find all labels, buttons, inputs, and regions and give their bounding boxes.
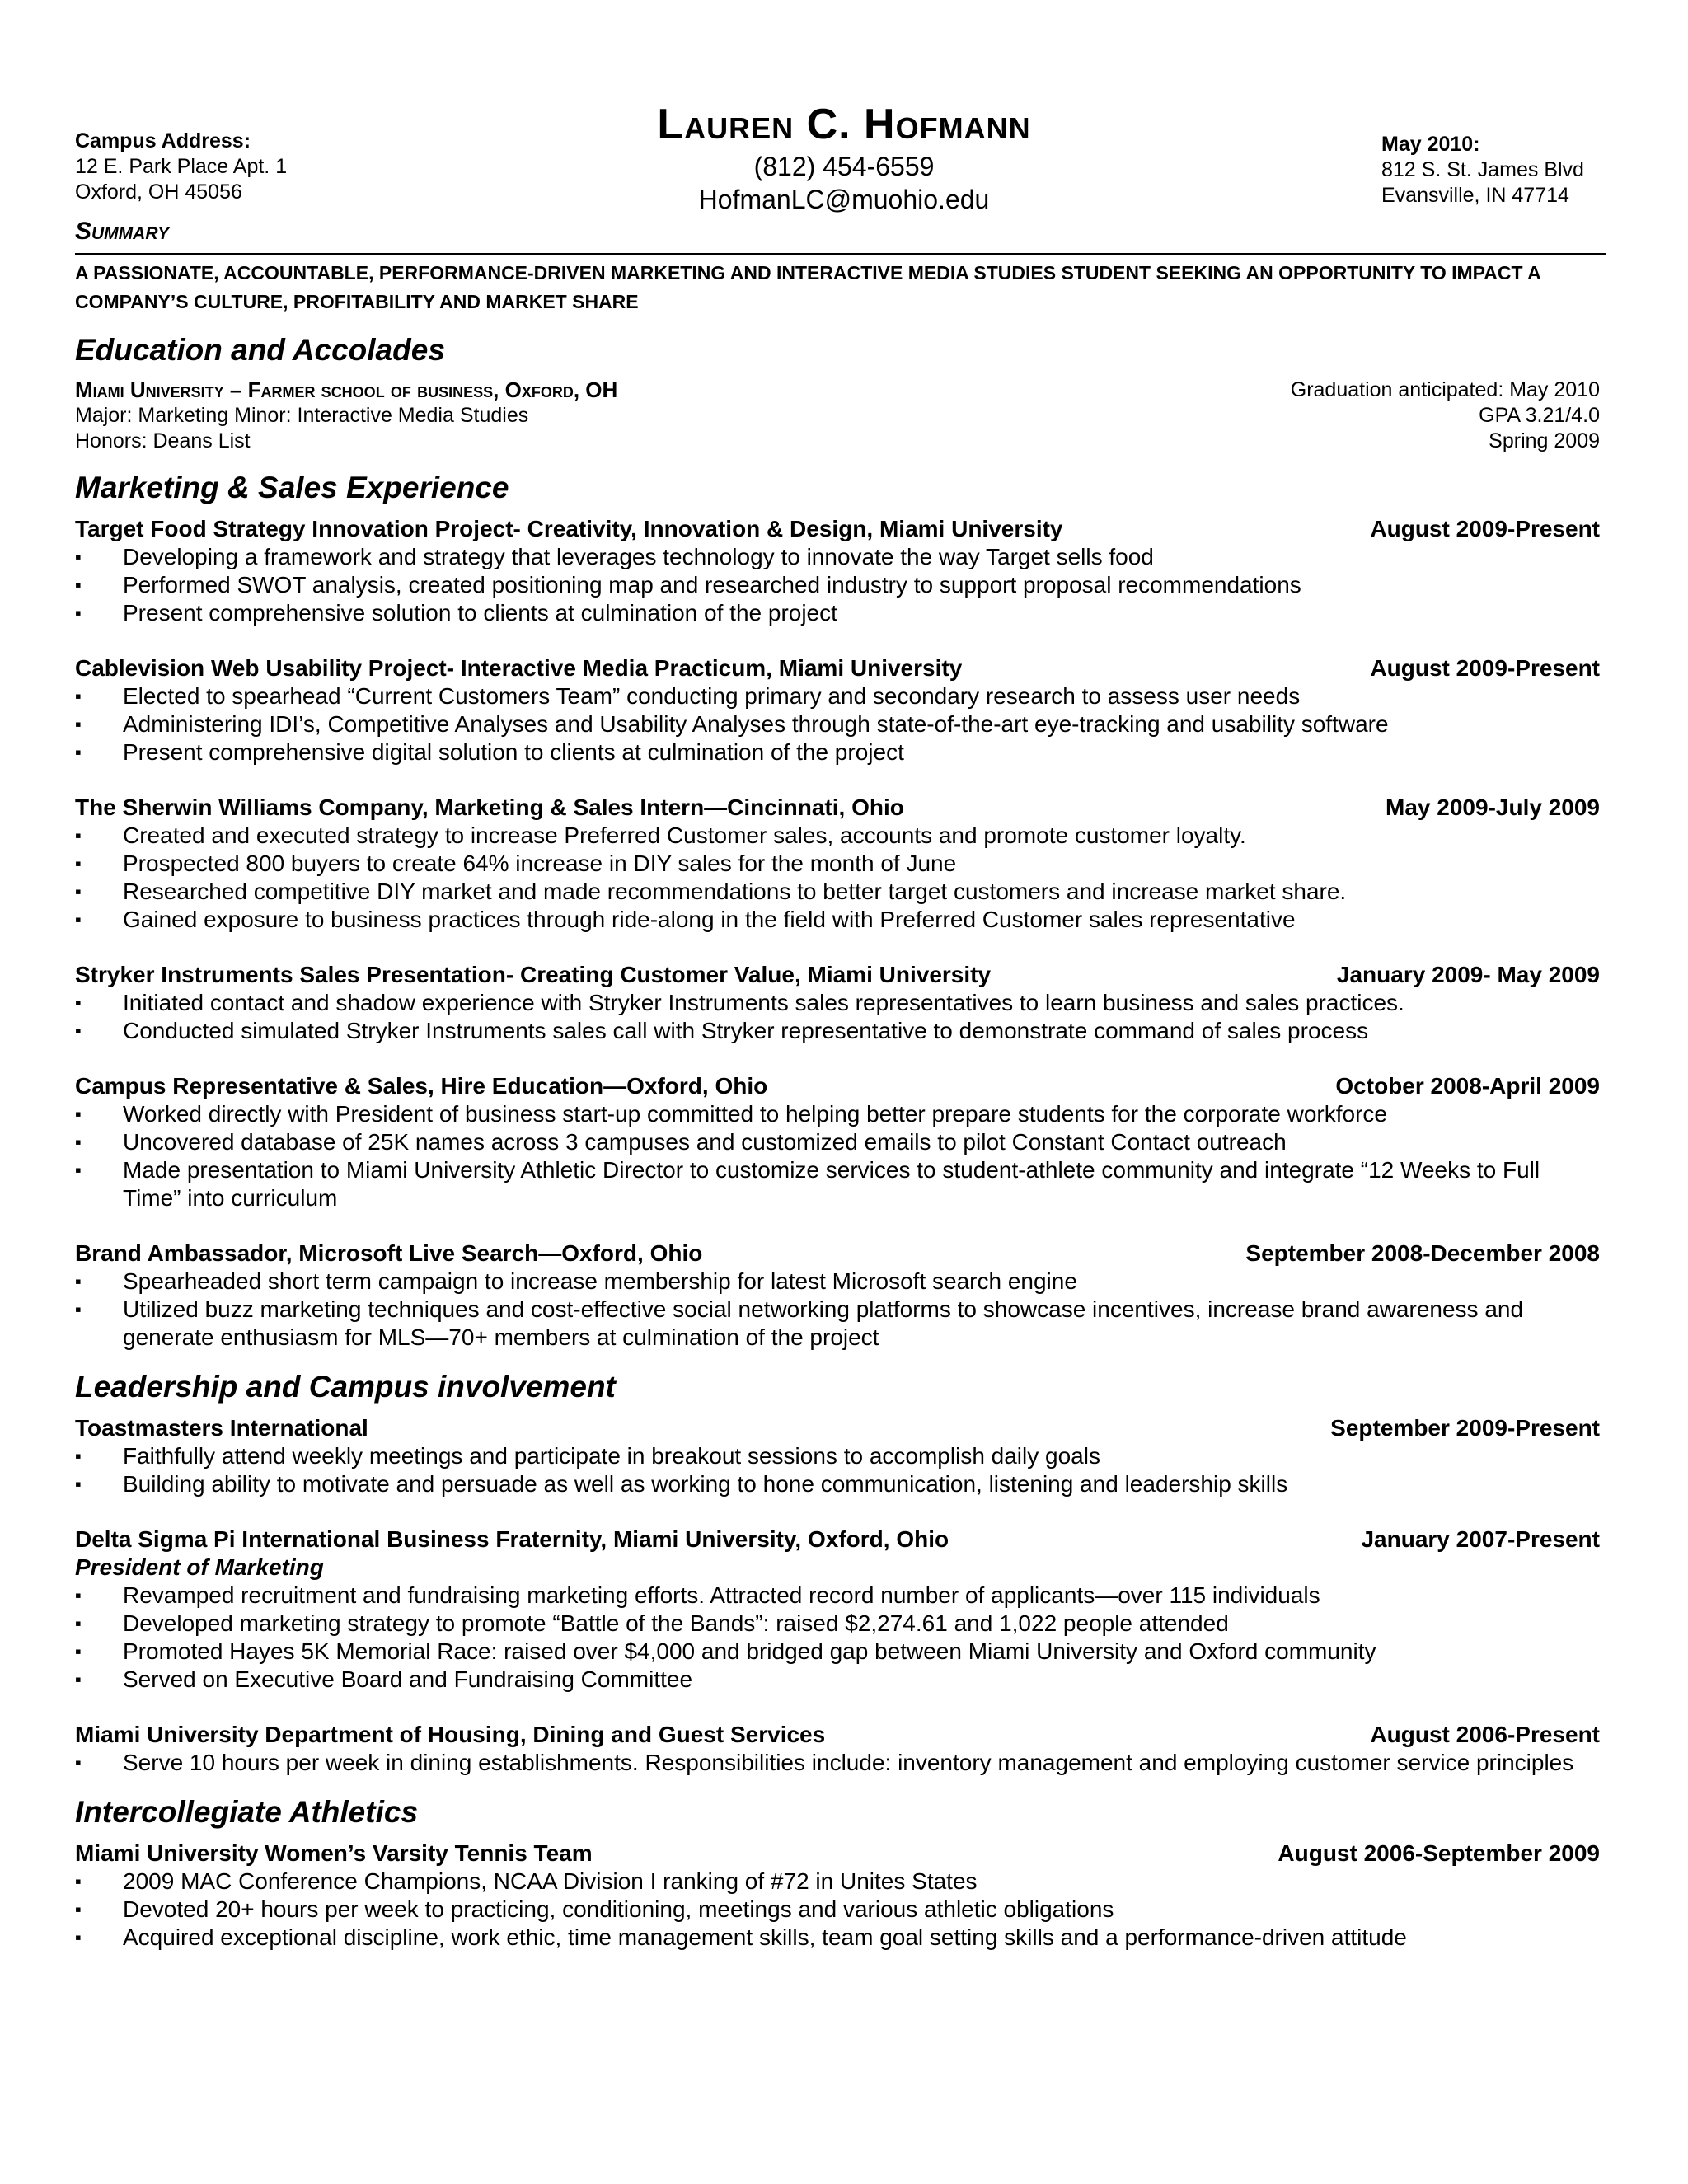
home-address-line1: 812 S. St. James Blvd [1381,158,1584,181]
bullet-list [75,1100,1600,1212]
education-section [75,331,1600,454]
bullet-list [75,543,1600,627]
experience-entry [75,515,1600,627]
entry-date: May 2009-July 2009 [1386,794,1600,820]
section-heading: Intercollegiate Athletics [75,1795,419,1829]
entry-date: August 2006-Present [1370,1722,1600,1747]
bullet-item: ▪ Present comprehensive digital solution to clients at culmination of the project [75,738,1600,766]
bullet-list [75,682,1600,766]
experience-section [75,1368,1600,1777]
bullet-item: ▪ Developed marketing strategy to promote “Battle of the Bands”: raised $2,274.61 and 1,022 people attended [75,1610,1600,1638]
bullet-item: ▪ Utilized buzz marketing techniques and cost-effective social networking platforms to showcase incentives, increase brand awareness and generate enthusiasm for MLS—70+ members at culmination of the project [75,1296,1600,1352]
experience-section [75,469,1600,1352]
entry-header [75,1240,1600,1268]
section-heading: Marketing & Sales Experience [75,471,509,504]
experience-entry [75,1072,1600,1212]
bullet-list [75,1442,1600,1498]
entry-role: President of Marketing [75,1554,324,1580]
resume-header [0,99,1688,231]
experience-entry [75,1840,1600,1952]
bullet-item: ▪ Uncovered database of 25K names across 3 campuses and customized emails to pilot Constant Contact outreach [75,1128,1600,1156]
phone-number: (812) 454-6559 [753,152,935,181]
entry-header [75,1721,1600,1749]
entry-date: January 2009- May 2009 [1336,962,1600,987]
gpa: GPA 3.21/4.0 [1479,404,1600,427]
bullet-item: ▪ Performed SWOT analysis, created positioning map and researched industry to support proposal recommendations [75,571,1600,599]
bullet-item: ▪ Devoted 20+ hours per week to practicing, conditioning, meetings and various athletic obligations [75,1896,1600,1924]
bullet-list [75,989,1600,1045]
entry-organization: Brand Ambassador, Microsoft Live Search—Oxford, Ohio [75,1240,703,1266]
campus-address-label: Campus Address: [75,129,251,152]
bullet-item: ▪ Revamped recruitment and fundraising marketing efforts. Attracted record number of applicants—over 115 individuals [75,1582,1600,1610]
experience-entry [75,961,1600,1045]
experience-entry [75,794,1600,934]
entry-date: August 2009-Present [1370,516,1600,541]
bullet-item: ▪ Administering IDI’s, Competitive Analyses and Usability Analyses through state-of-the-art eye-tracking and usability software [75,710,1600,738]
summary-text: A PASSIONATE, ACCOUNTABLE, PERFORMANCE-DRIVEN MARKETING AND INTERACTIVE MEDIA STUDIES STUDENT SEEKING AN OPPORTUNITY TO IMPACT A COMPANY’S CULTURE, PROFITABILITY AND MARKET SHARE [75,262,1540,312]
email-address: HofmanLC@muohio.edu [698,185,990,214]
bullet-item: ▪ Created and executed strategy to increase Preferred Customer sales, accounts and promote customer loyalty. [75,822,1600,850]
entry-organization: Cablevision Web Usability Project- Interactive Media Practicum, Miami University [75,655,963,681]
experience-entry [75,654,1600,766]
entry-date: September 2008-December 2008 [1245,1240,1600,1266]
entry-header [75,515,1600,543]
graduation-date: Graduation anticipated: May 2010 [1290,378,1600,401]
bullet-item: ▪ Gained exposure to business practices through ride-along in the field with Preferred Customer sales representative [75,906,1600,934]
experience-section [75,1793,1600,1952]
home-address-label: May 2010: [1381,133,1480,156]
bullet-item: ▪ Elected to spearhead “Current Customers Team” conducting primary and secondary research to assess user needs [75,682,1600,710]
entry-organization: Stryker Instruments Sales Presentation- Creating Customer Value, Miami University [75,962,992,987]
entry-date: August 2006-September 2009 [1278,1840,1600,1866]
bullet-item: ▪ Researched competitive DIY market and made recommendations to better target customers and increase market share. [75,878,1600,906]
bullet-list [75,1582,1600,1694]
bullet-item: ▪ Building ability to motivate and persuade as well as working to hone communication, listening and leadership skills [75,1470,1600,1498]
campus-address-line1: 12 E. Park Place Apt. 1 [75,155,288,178]
entry-organization: Target Food Strategy Innovation Project- Creativity, Innovation & Design, Miami University [75,516,1063,541]
entry-date: August 2009-Present [1370,655,1600,681]
bullet-item: ▪ Acquired exceptional discipline, work ethic, time management skills, team goal setting skills and a performance-driven attitude [75,1924,1600,1952]
entry-header [75,1072,1600,1100]
entry-organization: Delta Sigma Pi International Business Fraternity, Miami University, Oxford, Ohio [75,1526,950,1552]
bullet-item: ▪ Faithfully attend weekly meetings and participate in breakout sessions to accomplish daily goals [75,1442,1600,1470]
bullet-item: ▪ Prospected 800 buyers to create 64% increase in DIY sales for the month of June [75,850,1600,878]
bullet-item: ▪ Spearheaded short term campaign to increase membership for latest Microsoft search engine [75,1268,1600,1296]
experience-entry [75,1240,1600,1352]
bullet-item: ▪ Serve 10 hours per week in dining establishments. Responsibilities include: inventory management and employing customer service principles [75,1749,1600,1777]
bullet-list [75,1868,1600,1952]
education-row [75,403,1600,429]
entry-organization: The Sherwin Williams Company, Marketing & Sales Intern—Cincinnati, Ohio [75,794,904,820]
entry-organization: Miami University Department of Housing, Dining and Guest Services [75,1722,826,1747]
entry-organization: Campus Representative & Sales, Hire Education—Oxford, Ohio [75,1073,768,1099]
honors: Honors: Deans List [75,429,251,452]
entry-date: January 2007-Present [1361,1526,1600,1552]
campus-address-line2: Oxford, OH 45056 [75,180,242,204]
summary-heading: Summary [75,218,170,245]
bullet-list [75,822,1600,934]
entry-header [75,961,1600,989]
education-row [75,429,1600,454]
bullet-item: ▪ Conducted simulated Stryker Instruments sales call with Stryker representative to demonstrate command of sales process [75,1017,1600,1045]
entry-header [75,794,1600,822]
summary-divider [75,253,1606,255]
bullet-item: ▪ Initiated contact and shadow experience with Stryker Instruments sales representatives to learn business and sales practices. [75,989,1600,1017]
candidate-name: Lauren C. Hofmann [657,101,1031,148]
experience-entry [75,1721,1600,1777]
entry-header [75,654,1600,682]
bullet-list [75,1268,1600,1352]
bullet-item: ▪ Made presentation to Miami University Athletic Director to customize services to student-athlete community and integrate “12 Weeks to Full Time” into curriculum [75,1156,1600,1212]
entry-header [75,1840,1600,1868]
honors-term: Spring 2009 [1489,429,1600,452]
bullet-item: ▪ Promoted Hayes 5K Memorial Race: raised over $4,000 and bridged gap between Miami University and Oxford community [75,1638,1600,1666]
home-address [1381,132,1584,209]
bullet-item: ▪ Worked directly with President of business start-up committed to helping better prepare students for the corporate workforce [75,1100,1600,1128]
experience-entry [75,1526,1600,1694]
bullet-item: ▪ Developing a framework and strategy that leverages technology to innovate the way Target sells food [75,543,1600,571]
school-name: Miami University – Farmer school of business, Oxford, OH [75,377,618,402]
entry-header [75,1526,1600,1554]
section-heading: Leadership and Campus involvement [75,1370,616,1404]
bullet-list [75,1749,1600,1777]
bullet-item: ▪ 2009 MAC Conference Champions, NCAA Division I ranking of #72 in Unites States [75,1868,1600,1896]
entry-organization: Miami University Women’s Varsity Tennis Team [75,1840,593,1866]
major-minor: Major: Marketing Minor: Interactive Media Studies [75,404,529,427]
section-heading: Education and Accolades [75,333,445,367]
entry-date: October 2008-April 2009 [1335,1073,1600,1099]
experience-sections [75,469,1600,1952]
education-row [75,377,1600,403]
entry-organization: Toastmasters International [75,1415,368,1441]
entry-header [75,1414,1600,1442]
bullet-item: ▪ Present comprehensive solution to clients at culmination of the project [75,599,1600,627]
resume-body [75,331,1600,1968]
entry-date: September 2009-Present [1330,1415,1600,1441]
bullet-item: ▪ Served on Executive Board and Fundraising Committee [75,1666,1600,1694]
home-address-line2: Evansville, IN 47714 [1381,184,1569,207]
experience-entry [75,1414,1600,1498]
